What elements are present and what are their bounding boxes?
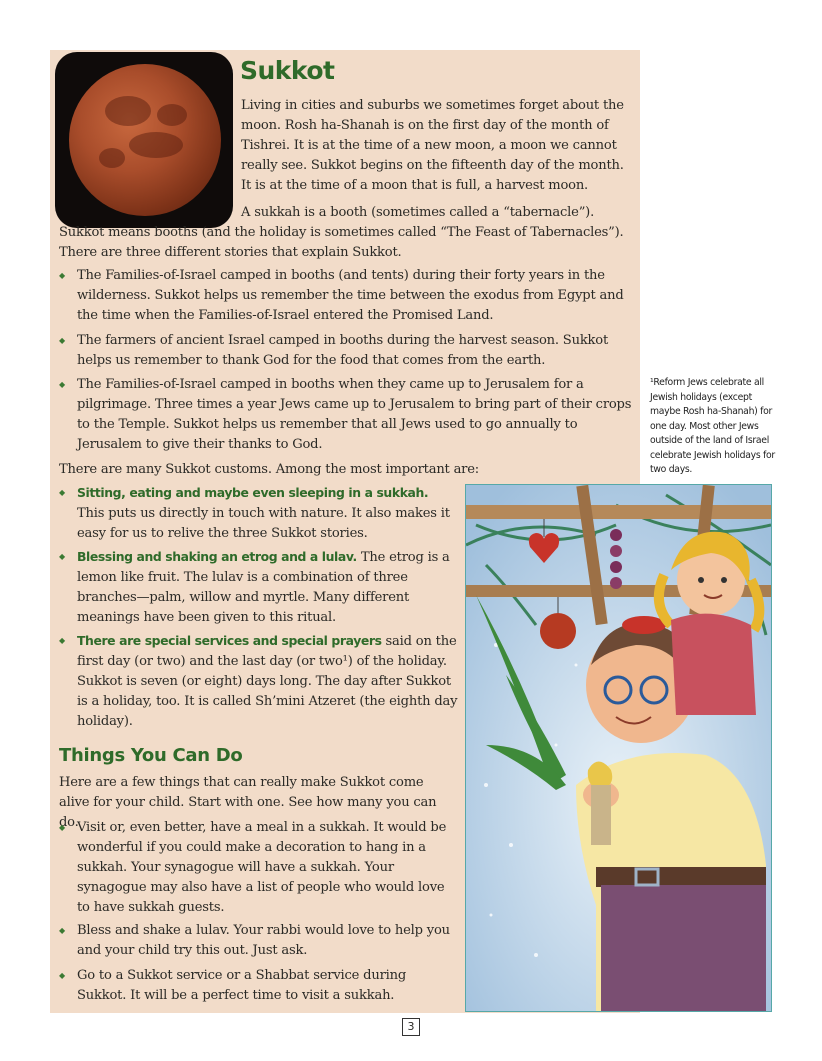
custom-bullet-3	[77, 631, 459, 732]
custom-heading-2: Blessing and shaking an etrog and a lulav.	[77, 549, 357, 564]
custom-body-1: This puts us directly in touch with nature. It also makes it easy for us to relive the three Sukkot stories.	[77, 506, 450, 541]
page-title: Sukkot	[240, 56, 335, 85]
custom-bullet-1	[77, 483, 459, 544]
thing-bullet-1: ◆ Visit or, even better, have a meal in a sukkah. It would be wonderful if you could make a decoration to hang in a sukkah. Your synagogue will have a sukkah. Your synagogue may also have a list of people who would love to have sukkah guests.	[77, 818, 457, 918]
footnote: ¹Reform Jews celebrate all Jewish holidays (except maybe Rosh ha-Shanah) for one day. Most other Jews outside of the land of Israel celebrate Jewish holidays for two days.	[650, 377, 775, 475]
custom-body-3: said on the first day (or two) and the last day (or two¹) of the holiday. Sukkot is seven (or eight) days long. The day after Sukkot is a holiday, too. It is called Sh’mini Atzeret (the eighth day holiday).	[77, 634, 458, 729]
story-bullet-3: ◆ The Families-of-Israel camped in booths when they came up to Jerusalem for a pilgrimage. Three times a year Jews came up to Jerusalem to bring part of their crops to the Temple. Sukkot helps us remember that all Jews used to go annually to Jerusalem to give their thanks to God.	[77, 375, 633, 455]
father-and-child-illustration	[466, 485, 771, 1011]
thing-bullet-3: ◆ Go to a Sukkot service or a Shabbat service during Sukkot. It will be a perfect time to visit a sukkah.	[77, 966, 457, 1006]
sukkah-illustration	[465, 484, 772, 1012]
custom-bullet-2	[77, 547, 459, 628]
customs-intro: There are many Sukkot customs. Among the most important are:	[59, 462, 480, 477]
custom-body-2: The etrog is a lemon like fruit. The lulav is a combination of three branches—palm, willow and myrtle. Many different meanings have been given to this ritual.	[77, 550, 450, 625]
custom-heading-3: There are special services and special prayers	[77, 633, 382, 648]
custom-heading-1: Sitting, eating and maybe even sleeping in a sukkah.	[77, 485, 429, 500]
thing-bullet-2: ◆ Bless and shake a lulav. Your rabbi would love to help you and your child try this out. Just ask.	[77, 921, 457, 961]
story-bullet-2: ◆ The farmers of ancient Israel camped in booths during the harvest season. Sukkot helps us remember to thank God for the food that comes from the earth.	[77, 331, 633, 371]
things-intro: Here are a few things that can really make Sukkot come alive for your child. Start with one. See how many you can do.	[59, 775, 437, 830]
page-number: 3	[402, 1018, 420, 1036]
full-moon-image	[69, 64, 221, 216]
intro-paragraph-2: A sukkah is a booth (sometimes called a “tabernacle”). Sukkot means booths (and the holiday is sometimes called “The Feast of Tabernacles”). There are three different stories that explain Sukkot.	[59, 205, 624, 260]
moon-photo	[55, 52, 233, 228]
intro-paragraph-1: Living in cities and suburbs we sometimes forget about the moon. Rosh ha-Shanah is on the first day of the month of Tishrei. It is at the time of a new moon, a moon we cannot really see. Sukkot begins on the fifteenth day of the month. It is at the time of a moon that is full, a harvest moon.	[241, 98, 624, 193]
section-title-things-you-can-do: Things You Can Do	[59, 745, 243, 766]
story-bullet-1: ◆ The Families-of-Israel camped in booths (and tents) during their forty years in the wilderness. Sukkot helps us remember the time between the exodus from Egypt and the time when the Families-of-Israel entered the Promised Land.	[77, 266, 633, 326]
